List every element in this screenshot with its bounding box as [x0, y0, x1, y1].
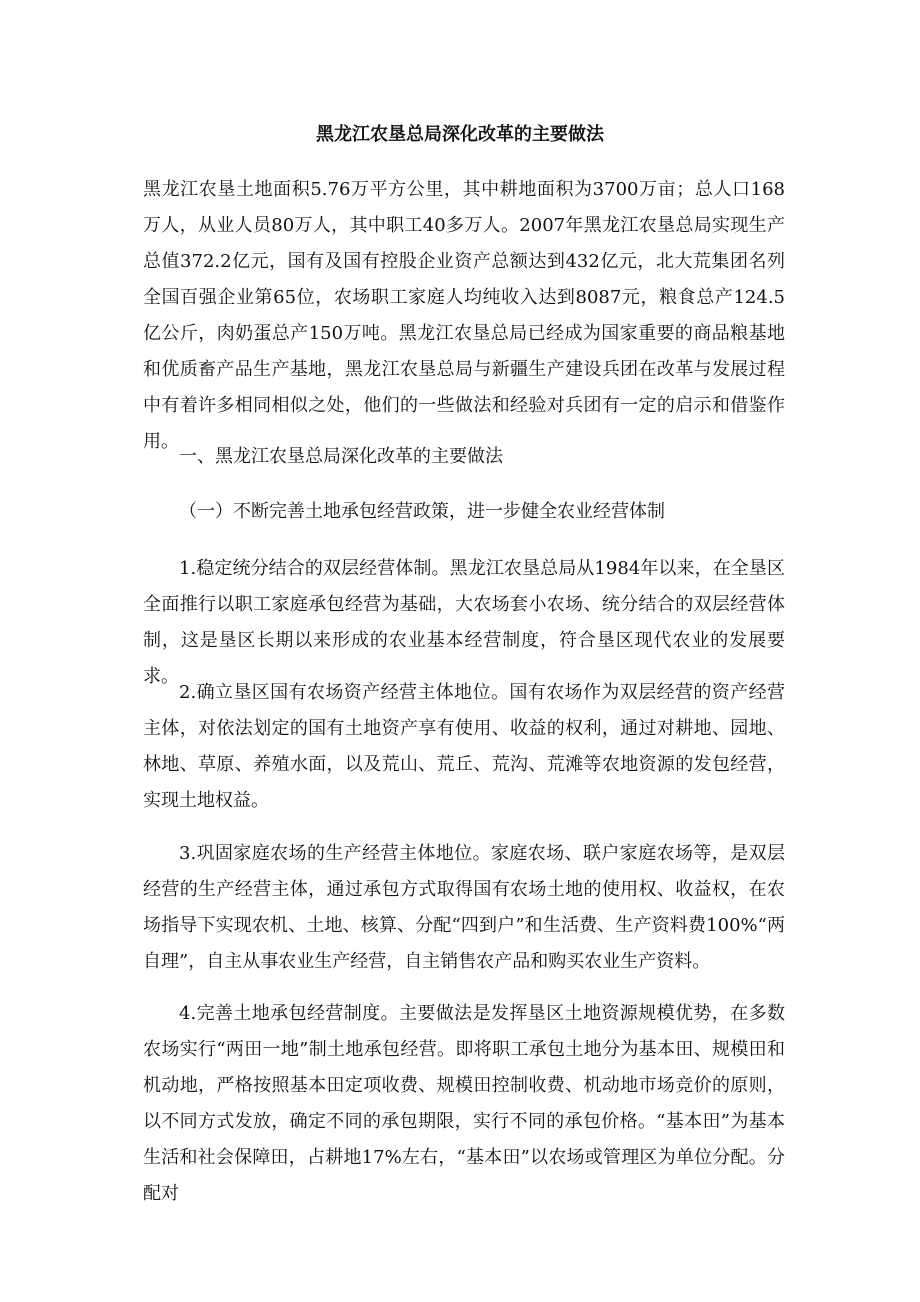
- list-item: 1.稳定统分结合的双层经营体制。黑龙江农垦总局从1984年以来，在全垦区全面推行以职工家庭承包经营为基础，大农场套小农场、统分结合的双层经营体制，这是垦区长期以来形成的农业基本经营制度，符合垦区现代农业的发展要求。: [143, 558, 785, 687]
- list-item: 4.完善土地承包经营制度。主要做法是发挥垦区土地资源规模优势，在多数农场实行“两田一地”制土地承包经营。即将职工承包土地分为基本田、规模田和机动地，严格按照基本田定项收费、规模田控制收费、机动地市场竞价的原则，以不同方式发放，确定不同的承包期限，实行不同的承包价格。“基本田”为基本生活和社会保障田，占耕地17%左右，“基本田”以农场或管理区为单位分配。分配对: [143, 1003, 785, 1204]
- subsection-heading: （一）不断完善土地承包经营政策，进一步健全农业经营体制: [179, 501, 665, 522]
- list-item: 2.确立垦区国有农场资产经营主体地位。国有农场作为双层经营的资产经营主体，对依法划定的国有土地资产享有使用、收益的权利，通过对耕地、园地、林地、草原、养殖水面，以及荒山、荒丘、荒沟、荒滩等农地资源的发包经营，实现土地权益。: [143, 682, 785, 811]
- section-heading: 一、黑龙江农垦总局深化改革的主要做法: [179, 446, 503, 467]
- list-item: 3.巩固家庭农场的生产经营主体地位。家庭农场、联户家庭农场等，是双层经营的生产经营主体，通过承包方式取得国有农场土地的使用权、收益权，在农场指导下实现农机、土地、核算、分配“四到户”和生活费、生产资料费100%“两自理”，自主从事农业生产经营，自主销售农产品和购买农业生产资料。: [143, 843, 785, 972]
- intro-paragraph: 黑龙江农垦土地面积5.76万平方公里，其中耕地面积为3700万亩；总人口168万人，从业人员80万人，其中职工40多万人。2007年黑龙江农垦总局实现生产总值372.2亿元，国有及国有控股企业资产总额达到432亿元，北大荒集团名列全国百强企业第65位，农场职工家庭人均纯收入达到8087元，粮食总产124.5亿公斤，肉奶蛋总产150万吨。黑龙江农垦总局已经成为国家重要的商品粮基地和优质畜产品生产基地，黑龙江农垦总局与新疆生产建设兵团在改革与发展过程中有着许多相同相似之处，他们的一些做法和经验对兵团有一定的启示和借鉴作用。: [143, 179, 785, 452]
- document-title: 黑龙江农垦总局深化改革的主要做法: [316, 124, 604, 145]
